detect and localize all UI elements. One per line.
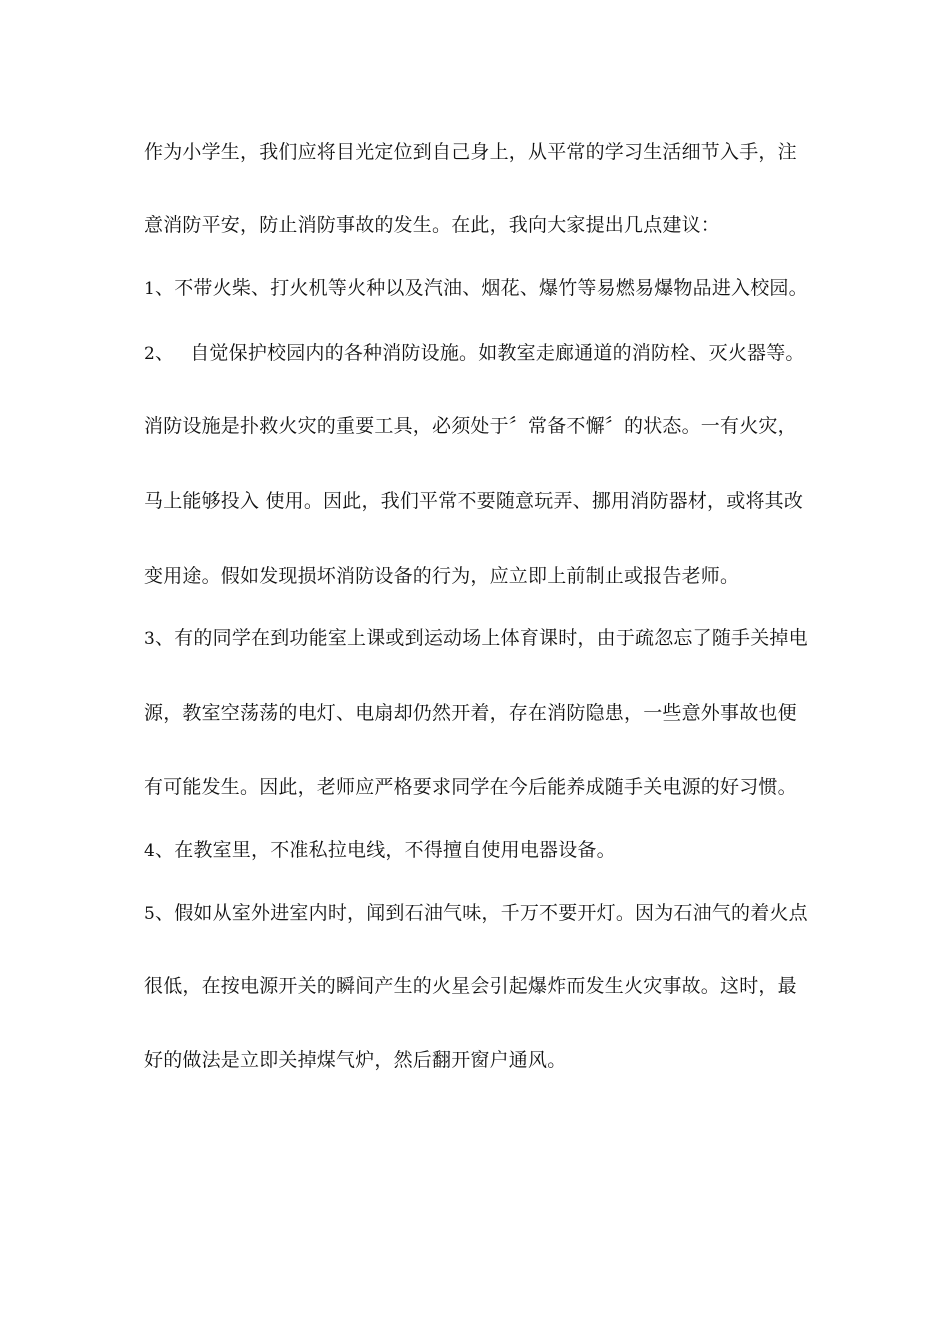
intro-line-1: 作为小学生，我们应将目光定位到自己身上，从平常的学习生活细节入手，注 bbox=[144, 141, 797, 163]
item-number: 2 bbox=[144, 344, 156, 364]
item-separator: 、 bbox=[155, 342, 175, 364]
list-item-5 bbox=[144, 901, 824, 926]
item-text: 、不带火柴、打火机等火种以及汽油、烟花、爆竹等易燃易爆物品进入校园。 bbox=[155, 277, 808, 299]
item-number: 1 bbox=[144, 279, 156, 299]
list-item-5-line-3: 好的做法是立即关掉煤气炉，然后翻开窗户通风。 bbox=[144, 1049, 567, 1071]
list-item-4 bbox=[144, 838, 824, 863]
list-item-2 bbox=[144, 341, 824, 366]
list-item-1 bbox=[144, 276, 824, 301]
list-item-3-line-3: 有可能发生。因此，老师应严格要求同学在今后能养成随手关电源的好习惯。 bbox=[144, 776, 797, 798]
item-text: 自觉保护校园内的各种消防设施。如教室走廊通道的消防栓、灭火器等。 bbox=[190, 342, 805, 364]
list-item-3-line-2: 源，教室空荡荡的电灯、电扇却仍然开着，存在消防隐患，一些意外事故也便 bbox=[144, 702, 797, 724]
intro-line-2: 意消防平安，防止消防事故的发生。在此，我向大家提出几点建议： bbox=[144, 214, 721, 236]
item-text: 、有的同学在到功能室上课或到运动场上体育课时，由于疏忽忘了随手关掉电 bbox=[155, 627, 808, 649]
list-item-2-line-4: 变用途。假如发现损坏消防设备的行为，应立即上前制止或报告老师。 bbox=[144, 565, 740, 587]
item-number: 4 bbox=[144, 841, 156, 861]
list-item-2-line-3: 马上能够投入 使用。因此，我们平常不要随意玩弄、挪用消防器材，或将其改 bbox=[144, 490, 804, 512]
item-number: 5 bbox=[144, 904, 156, 924]
list-item-5-line-2: 很低，在按电源开关的瞬间产生的火星会引起爆炸而发生火灾事故。这时，最 bbox=[144, 975, 797, 997]
item-number: 3 bbox=[144, 629, 156, 649]
list-item-3 bbox=[144, 626, 824, 651]
item-text: 、假如从室外进室内时，闻到石油气味，千万不要开灯。因为石油气的着火点 bbox=[155, 902, 808, 924]
item-text: 、在教室里，不准私拉电线，不得擅自使用电器设备。 bbox=[155, 839, 616, 861]
list-item-2-line-2: 消防设施是扑救火灾的重要工具，必须处于〞常备不懈〞的状态。一有火灾， bbox=[144, 415, 797, 437]
